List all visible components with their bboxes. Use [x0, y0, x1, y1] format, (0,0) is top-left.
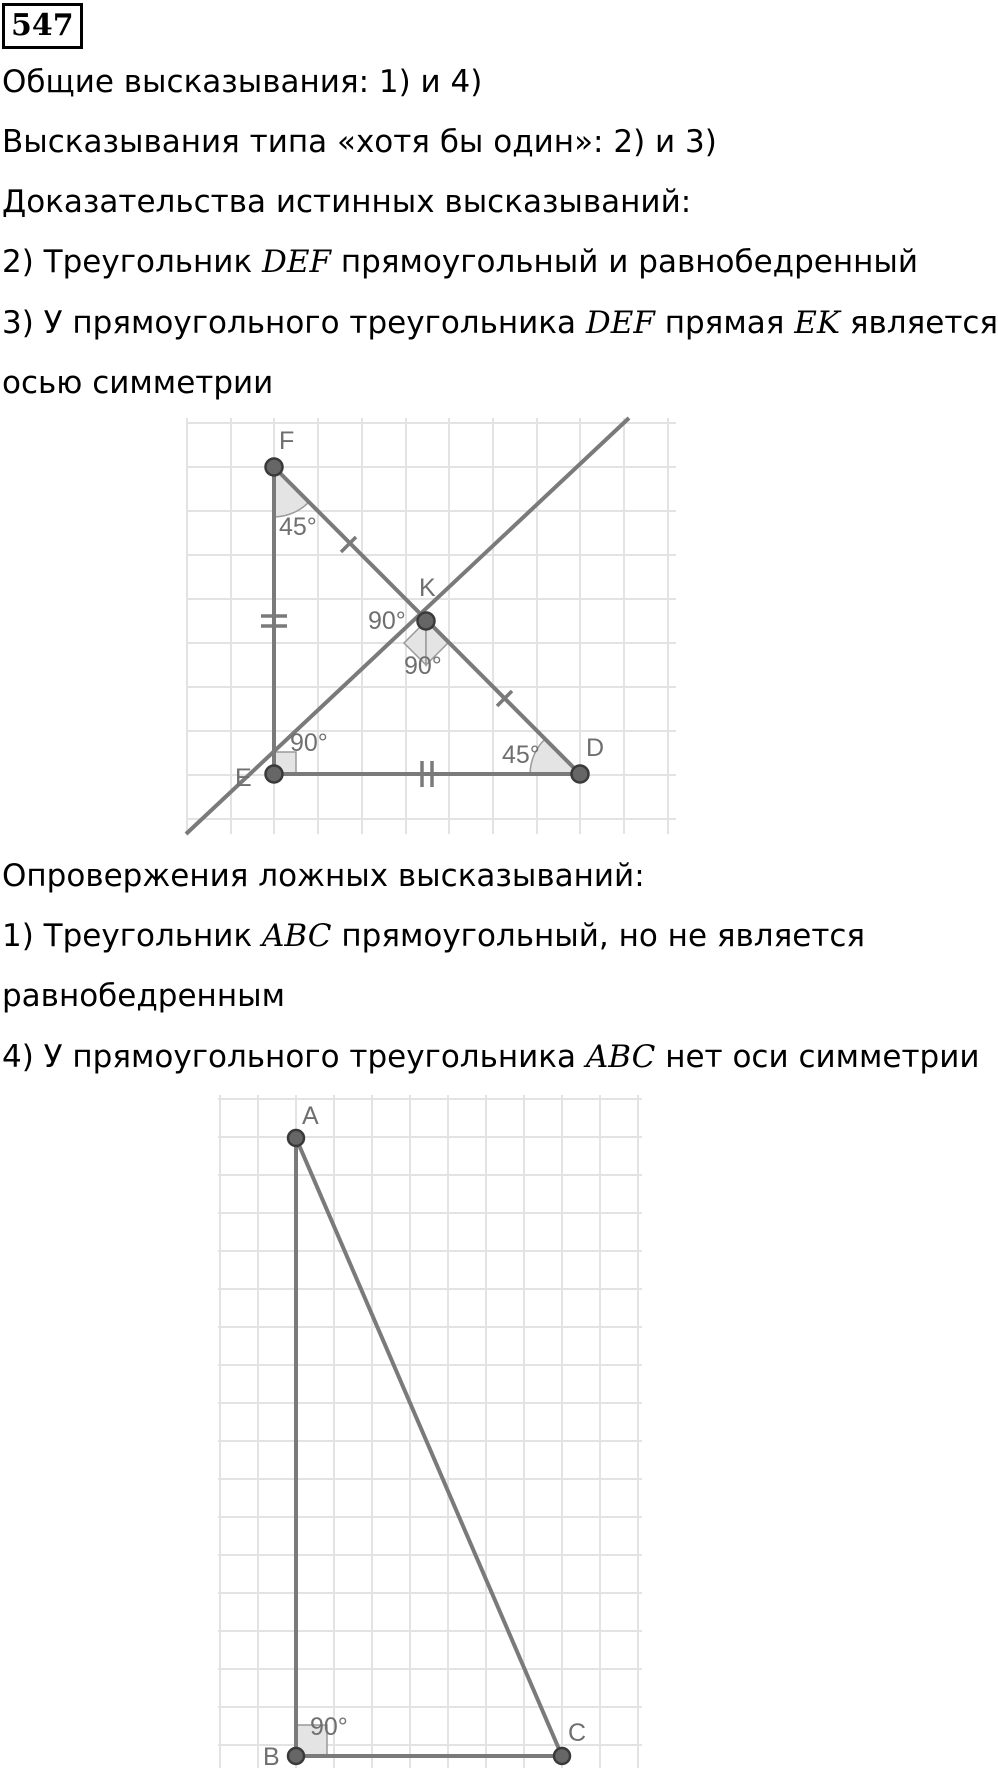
label-k: K — [419, 574, 436, 602]
triangle-abc-math: ABC — [262, 918, 332, 954]
point-d — [572, 766, 589, 783]
point-f — [266, 459, 283, 476]
triangle-def-math: DEF — [262, 244, 332, 280]
refute-1-line: 1) Треугольник ABC прямоугольный, но не является — [2, 918, 866, 954]
label-f: F — [279, 427, 295, 455]
figure-triangle-def — [186, 418, 676, 834]
label-a: A — [302, 1102, 319, 1130]
label-c: C — [568, 1719, 587, 1747]
at-least-one-statements-line: Высказывания типа «хотя бы один»: 2) и 3) — [2, 124, 717, 160]
refutations-heading: Опровержения ложных высказываний: — [2, 858, 645, 894]
grid — [218, 1095, 642, 1768]
proof-2-line: 2) Треугольник DEF прямоугольный и равнобедренный — [2, 244, 918, 280]
angle-k-left-label: 90° — [368, 607, 406, 635]
point-k — [418, 613, 435, 630]
point-c — [554, 1748, 570, 1764]
angle-d-label: 45° — [502, 741, 540, 769]
general-statements-line: Общие высказывания: 1) и 4) — [2, 64, 483, 100]
proof-3-line: 3) У прямоугольного треугольника DEF прямая EK является — [2, 305, 998, 341]
proof-3-continuation: осью симметрии — [2, 365, 274, 401]
point-b — [288, 1748, 304, 1764]
label-e: E — [235, 764, 252, 792]
problem-number: 547 — [2, 3, 83, 49]
label-d: D — [586, 734, 605, 762]
angle-e-label: 90° — [290, 729, 328, 757]
point-e — [266, 766, 283, 783]
figure-triangle-abc — [218, 1095, 642, 1768]
refute-4-line: 4) У прямоугольного треугольника ABC нет оси симметрии — [2, 1039, 980, 1075]
side-ac — [296, 1138, 562, 1756]
angle-f-label: 45° — [279, 513, 317, 541]
angle-b-label: 90° — [310, 1713, 348, 1741]
point-a — [288, 1130, 304, 1146]
angle-k-bottom-label: 90° — [404, 652, 442, 680]
refute-1-continuation: равнобедренным — [2, 978, 285, 1014]
proofs-heading: Доказательства истинных высказываний: — [2, 184, 692, 220]
label-b: B — [263, 1743, 280, 1768]
